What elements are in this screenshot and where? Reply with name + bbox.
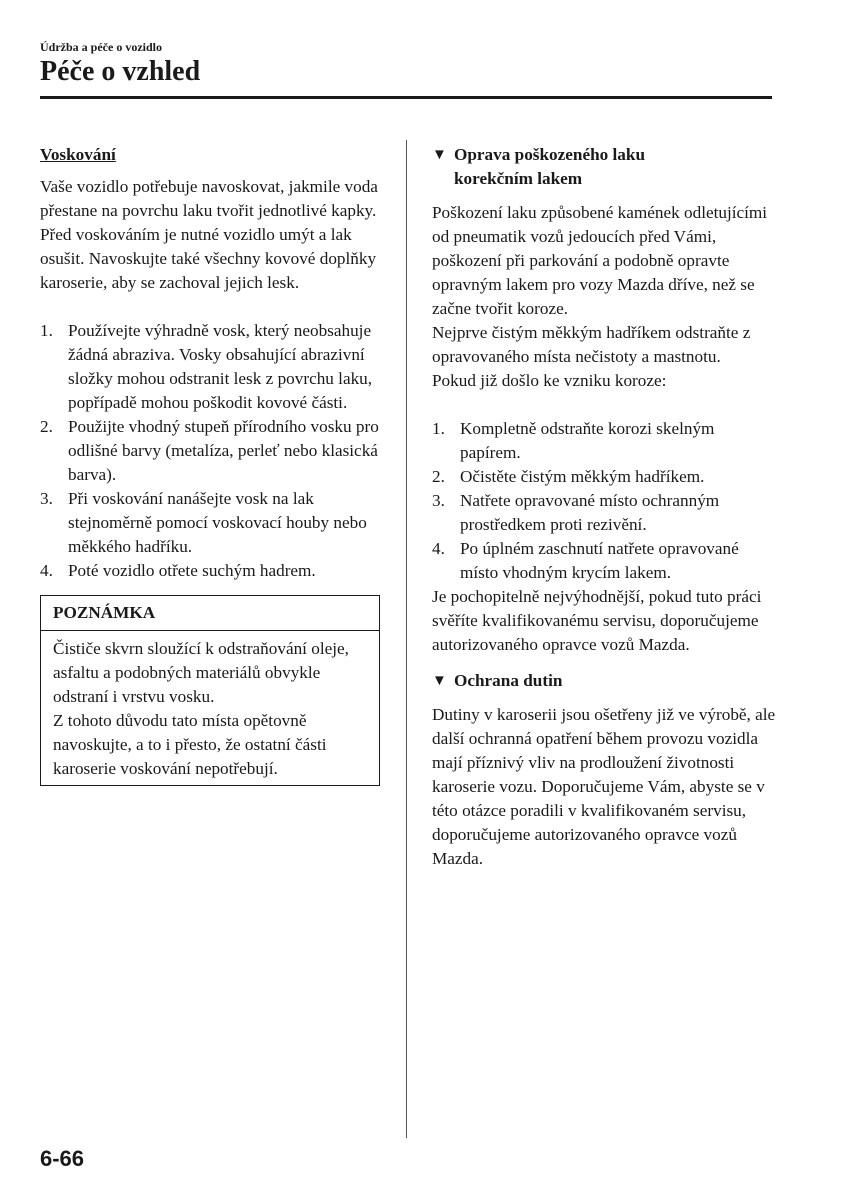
repair-heading-line: korekčním lakem [454, 169, 583, 188]
step-number: 2. [40, 417, 53, 436]
step-text: Použijte vhodný stupeň přírodního vosku pro odlišné barvy (metalíza, perleť nebo klasická barva). [68, 417, 379, 484]
list-item [432, 537, 777, 585]
step-text: Natřete opravované místo ochranným prostředkem proti rezivění. [460, 491, 720, 534]
list-item [432, 465, 777, 489]
waxing-intro-paragraph: Vaše vozidlo potřebuje navoskovat, jakmile voda přestane na povrchu laku tvořit jednotlivé kapky. [40, 177, 378, 220]
repair-heading-line: Oprava poškozeného laku [454, 145, 646, 164]
note-title: POZNÁMKA [41, 596, 379, 631]
step-text: Poté vozidlo otřete suchým hadrem. [68, 561, 316, 580]
note-paragraph: Z tohoto důvodu tato místa opětovně navoskujte, a to i přesto, že ostatní části karoserie voskování nepotřebují. [53, 711, 327, 778]
note-paragraph: Čističe skvrn sloužící k odstraňování oleje, asfaltu a podobných materiálů obvykle odstraní i vrstvu vosku. [53, 639, 349, 706]
step-text: Při voskování nanášejte vosk na lak stejnoměrně pomocí voskovací houby nebo měkkého hadříku. [68, 489, 367, 556]
repair-closing-paragraph: Je pochopitelně nejvýhodnější, pokud tuto práci svěříte kvalifikovanému servisu, doporučujeme autorizovaného opravce vozů Mazda. [432, 587, 762, 654]
title-rule [40, 96, 772, 99]
repair-paragraph: Nejprve čistým měkkým hadříkem odstraňte z opravovaného místa nečistoty a mastnotu. [432, 323, 751, 366]
cavity-heading [432, 669, 777, 693]
column-divider [406, 140, 407, 1138]
step-number: 3. [40, 489, 53, 508]
left-column [40, 143, 385, 786]
page-number: 6-66 [40, 1146, 85, 1171]
waxing-heading: Voskování [40, 145, 116, 164]
repair-paragraph: Poškození laku způsobené kamének odletujícími od pneumatik vozů jedoucích před Vámi, poškození při parkování a podobně opravte opravným lakem pro vozy Mazda dříve, než se začne tvořit koroze. [432, 203, 768, 318]
step-text: Očistěte čistým měkkým hadříkem. [460, 467, 705, 486]
step-text: Po úplném zaschnutí natřete opravované místo vhodným krycím lakem. [460, 539, 739, 582]
repair-heading [432, 143, 777, 191]
triangle-down-icon: ▼ [432, 147, 447, 163]
step-number: 1. [40, 321, 53, 340]
step-number: 3. [432, 491, 445, 510]
cavity-heading-text: Ochrana dutin [454, 671, 563, 690]
step-number: 4. [40, 561, 53, 580]
note-box [40, 595, 380, 786]
list-item [40, 487, 385, 559]
step-number: 4. [432, 539, 445, 558]
note-body [41, 631, 379, 785]
list-item [432, 417, 777, 465]
repair-steps-list [432, 417, 777, 585]
list-item [40, 319, 385, 415]
waxing-intro-paragraph: Před voskováním je nutné vozidlo umýt a lak osušit. Navoskujte také všechny kovové doplňky karoserie, aby se zachoval jejich lesk. [40, 225, 377, 292]
list-item [40, 559, 385, 583]
step-text: Používejte výhradně vosk, který neobsahuje žádná abraziva. Vosky obsahující abrazivní složky mohou odstranit lesk z povrchu laku, popřípadě mohou poškodit kovové části. [68, 321, 373, 412]
cavity-paragraph: Dutiny v karoserii jsou ošetřeny již ve výrobě, ale další ochranná opatření během provozu vozidla mají příznivý vliv na prodloužení životnosti karoserie vozu. Doporučujeme Vám, abyste se v této otázce poradili v kvalifikovaném servisu, doporučujeme autorizovaného opravce vozů Mazda. [432, 705, 776, 868]
step-text: Kompletně odstraňte korozi skelným papírem. [460, 419, 715, 462]
repair-paragraph: Pokud již došlo ke vzniku koroze: [432, 371, 667, 390]
list-item [432, 489, 777, 537]
section-label: Údržba a péče o vozidlo [40, 40, 162, 54]
page-title: Péče o vzhled [40, 56, 201, 87]
step-number: 2. [432, 467, 445, 486]
right-column [432, 143, 777, 871]
step-number: 1. [432, 419, 445, 438]
list-item [40, 415, 385, 487]
triangle-down-icon: ▼ [432, 673, 447, 689]
waxing-steps-list [40, 319, 385, 583]
